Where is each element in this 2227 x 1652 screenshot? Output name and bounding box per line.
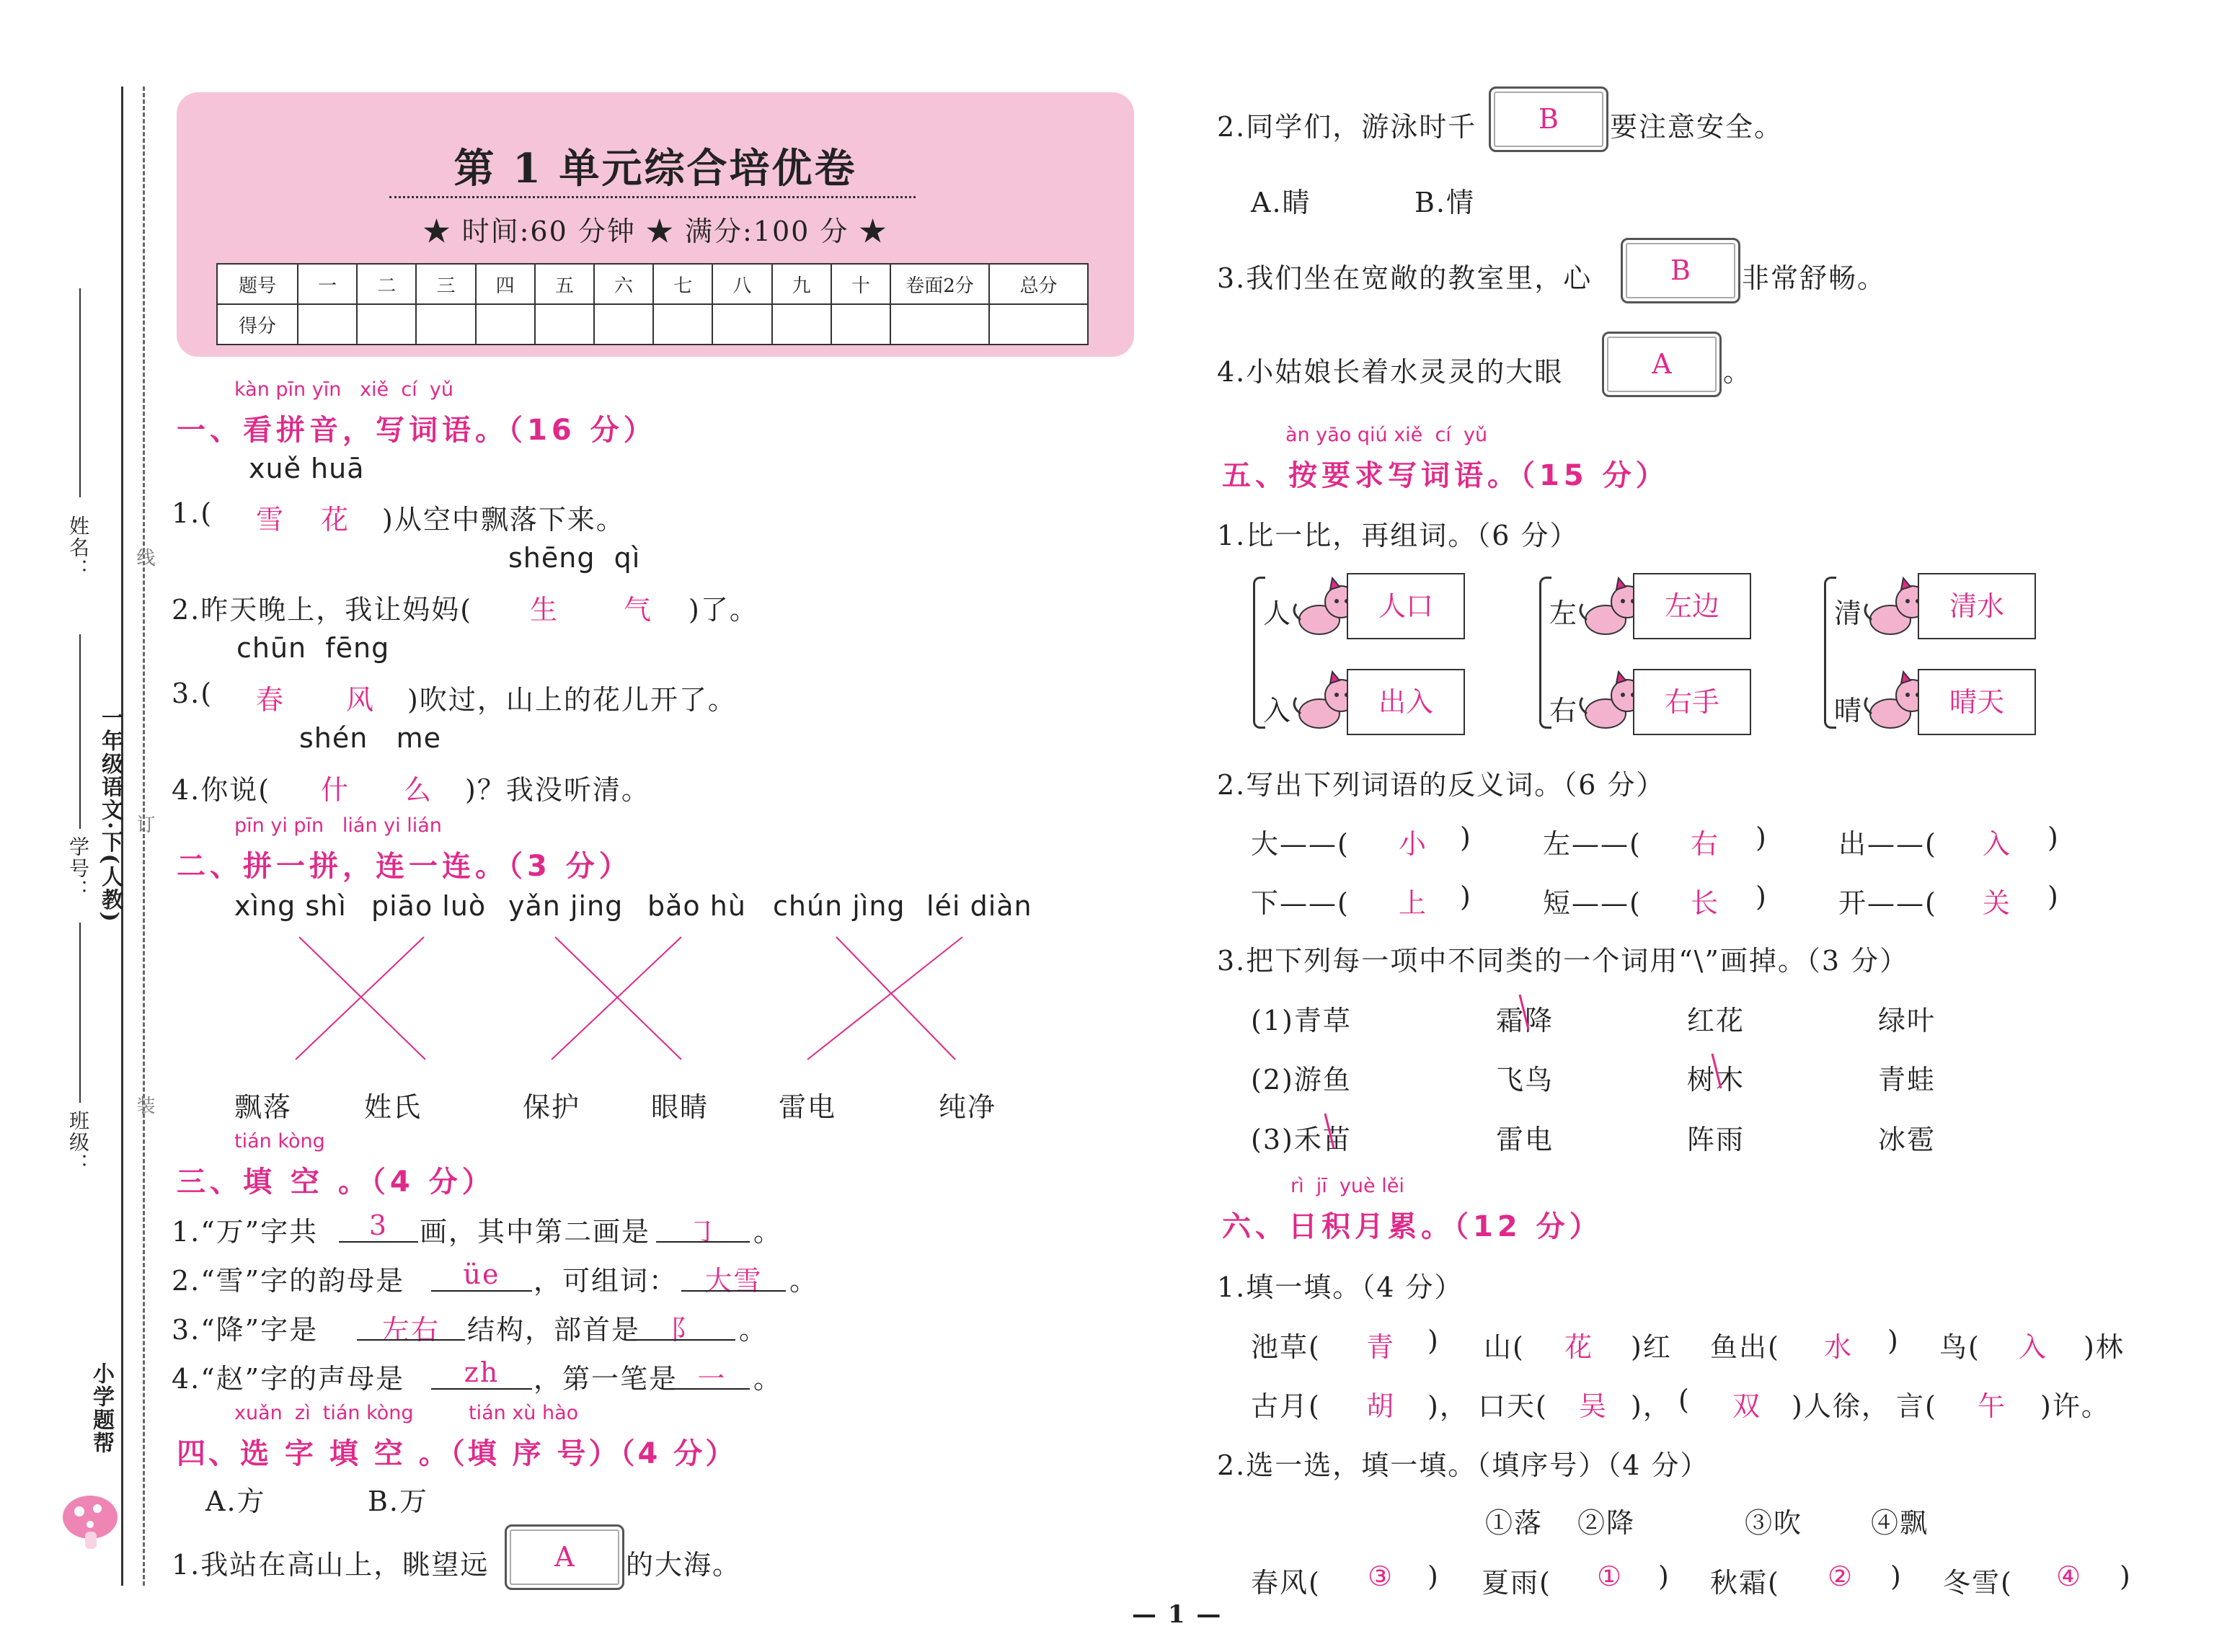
s2-top-3: yǎn jing xyxy=(508,890,624,922)
antonym-3-close: ) xyxy=(2047,822,2060,853)
antonym-6-word: 开——( xyxy=(1838,887,1937,919)
s3-q1-v2: ㇆ xyxy=(688,1216,717,1248)
s1-q4-pinyin: shén me xyxy=(299,722,441,754)
s6-l2-1-ans: 胡 xyxy=(1365,1390,1395,1422)
s1-q2-ans2: 气 xyxy=(623,594,652,626)
antonym-5-close: ) xyxy=(1756,881,1768,912)
s1-q4-ans2: 么 xyxy=(403,774,433,806)
s3-q3-b: 结构，部首是 xyxy=(467,1314,641,1346)
s6-l2-4-post: )许。 xyxy=(2040,1390,2110,1422)
s4-q4-answer: A xyxy=(1652,348,1672,380)
s3-q2-v2: 大雪 xyxy=(704,1265,763,1297)
s3-q4-b: ，第一笔是 xyxy=(533,1363,678,1395)
s6-l2-4-ans: 午 xyxy=(1977,1390,2006,1422)
score-cell: 十 xyxy=(831,264,890,304)
s6-q2-title: 2.选一选，填一填。（填序号）（4 分） xyxy=(1217,1449,1709,1481)
page-number: — 1 — xyxy=(1132,1600,1223,1629)
s1-q2-pre: 2.昨天晚上，我让妈妈( xyxy=(172,594,473,626)
s6-l1-2-ans: 花 xyxy=(1564,1331,1593,1363)
s6-title: 六、日积月累。（12 分） xyxy=(1222,1210,1603,1243)
s6-choice-2: ②降 xyxy=(1577,1507,1636,1539)
s4-option2-a: A.睛 xyxy=(1251,187,1311,218)
s3-q1-v1: 3 xyxy=(368,1209,389,1241)
s1-q1-pinyin: xuě huā xyxy=(249,453,365,484)
s5-row2-w4: 青蛙 xyxy=(1878,1064,1936,1096)
s6-l1-2-post: )红 xyxy=(1631,1331,1672,1363)
s6-l2-2-ans: 吴 xyxy=(1578,1390,1608,1422)
antonym-1-close: ) xyxy=(1460,822,1472,853)
s4-q4-pre: 4.小姑娘长着水灵灵的大眼 xyxy=(1217,356,1564,388)
s2-top-2: piāo luò xyxy=(371,890,487,922)
s3-q2-v1: üe xyxy=(463,1258,500,1290)
s5-row1-w2: 霜降 xyxy=(1496,1005,1554,1036)
s1-q3-post: )吹过，山上的花儿开了。 xyxy=(407,684,737,716)
s3-q3-c: 。 xyxy=(739,1314,769,1346)
s4-q1-post: 的大海。 xyxy=(626,1549,742,1581)
s3-q3-v2: 阝 xyxy=(670,1314,699,1346)
s5-group3-ans1: 清水 xyxy=(1949,590,2004,622)
s2-bottom-4: 眼睛 xyxy=(651,1091,709,1123)
strike-mark xyxy=(1712,1054,1721,1088)
antonym-5-ans: 长 xyxy=(1690,887,1719,919)
s5-row3-w3: 阵雨 xyxy=(1687,1124,1745,1155)
s3-q2-a: 2.“雪”字的韵母是 xyxy=(172,1265,405,1297)
s5-q1-title: 1.比一比，再组词。（6 分） xyxy=(1217,520,1579,551)
score-cell: 卷面2分 xyxy=(890,264,989,304)
s5-row3-w2: 雷电 xyxy=(1496,1124,1554,1155)
s4-option-b: B.万 xyxy=(368,1486,429,1517)
s1-pinyin: kàn pīn yīn xiě cí yǔ xyxy=(234,378,453,401)
antonym-4-word: 下——( xyxy=(1251,887,1350,919)
s3-q4-c: 。 xyxy=(753,1363,783,1395)
brand-name: 小学题帮 xyxy=(89,1362,114,1455)
s3-title: 三、填 空 。（4 分） xyxy=(177,1165,495,1199)
s5-row3-w4: 冰雹 xyxy=(1878,1124,1936,1155)
page-title: 第 1 单元综合培优卷 xyxy=(453,145,857,192)
s4-q1-answer-frame[interactable] xyxy=(505,1524,624,1590)
s3-q4-v2: 一 xyxy=(697,1363,727,1395)
s6-l3-1-pre: 春风( xyxy=(1251,1567,1321,1599)
s6-choice-3: ③吹 xyxy=(1745,1507,1803,1539)
s6-l1-1-post: ) xyxy=(1427,1325,1440,1356)
s6-l2-1-pre: 古月( xyxy=(1251,1390,1321,1422)
s5-group2-ans2: 右手 xyxy=(1664,686,1719,718)
s5-row1-w1: (1)青草 xyxy=(1251,1005,1352,1036)
s3-q2-c: 。 xyxy=(789,1265,819,1297)
s3-q1-blank2[interactable] xyxy=(656,1241,750,1243)
s5-group2-ans1: 左边 xyxy=(1664,590,1719,622)
s2-top-6: léi diàn xyxy=(926,890,1032,922)
s1-q2-post: )了。 xyxy=(689,594,758,626)
antonym-2-close: ) xyxy=(1756,822,1768,853)
s5-row2-w3: 树木 xyxy=(1687,1064,1745,1096)
s3-q3-v1: 左右 xyxy=(381,1314,440,1346)
antonym-4-ans: 上 xyxy=(1398,887,1427,919)
antonym-6-ans: 关 xyxy=(1982,887,2011,919)
s6-l2-3-post: )人徐， xyxy=(1792,1390,1890,1422)
score-cell: 一 xyxy=(298,264,357,304)
s1-q4-ans1: 什 xyxy=(320,774,350,806)
score-cell: 二 xyxy=(357,264,416,304)
s3-q2-blank1[interactable] xyxy=(431,1290,532,1292)
s5-group1-ans1: 人口 xyxy=(1378,590,1433,622)
s4-option-a: A.方 xyxy=(205,1486,266,1517)
s2-bottom-6: 纯净 xyxy=(939,1091,997,1123)
student-id-label: 学号： xyxy=(66,836,90,901)
s4-q3-pre: 3.我们坐在宽敞的教室里，心 xyxy=(1217,262,1593,294)
antonym-3-ans: 入 xyxy=(1982,828,2011,860)
s6-l3-3-post: ) xyxy=(1890,1560,1903,1592)
s1-q3-ans2: 风 xyxy=(345,684,375,716)
s5-group2-char2: 右 xyxy=(1549,695,1579,727)
cut-mark-ding: 订 xyxy=(133,814,155,835)
s6-pinyin: rì jī yuè lěi xyxy=(1290,1175,1404,1197)
s4-q2-post: 要注意安全。 xyxy=(1610,111,1784,143)
s1-q1-ans2: 花 xyxy=(320,504,350,536)
antonym-5-word: 短——( xyxy=(1543,887,1642,919)
s5-group3-char2: 晴 xyxy=(1834,695,1864,727)
s1-q1-ans1: 雪 xyxy=(255,504,285,536)
s6-l1-4-post: )林 xyxy=(2084,1331,2125,1363)
s4-q1-pre: 1.我站在高山上，眺望远 xyxy=(172,1549,490,1581)
s2-top-4: bǎo hù xyxy=(647,890,746,922)
score-cell: 题号 xyxy=(217,264,298,304)
s1-q3-ans1: 春 xyxy=(255,684,285,716)
antonym-6-close: ) xyxy=(2047,881,2060,912)
score-cell: 九 xyxy=(772,264,831,304)
s6-l1-4-ans: 入 xyxy=(2018,1331,2047,1363)
s5-title: 五、按要求写词语。（15 分） xyxy=(1222,459,1669,492)
s1-q2-ans1: 生 xyxy=(529,594,559,626)
s5-group1-char1: 人 xyxy=(1263,598,1293,629)
antonym-2-word: 左——( xyxy=(1543,828,1642,860)
s6-l3-4-post: ) xyxy=(2120,1560,2132,1592)
s6-l3-1-post: ) xyxy=(1427,1560,1440,1592)
s4-option2-b: B.情 xyxy=(1414,187,1476,218)
class-label: 班级： xyxy=(66,1110,90,1175)
s6-l1-2-pre: 山( xyxy=(1484,1331,1525,1363)
score-cell: 七 xyxy=(653,264,712,304)
s2-bottom-1: 飘落 xyxy=(234,1091,293,1123)
score-cell: 八 xyxy=(712,264,771,304)
s1-q3-pinyin: chūn fēng xyxy=(236,632,390,664)
s6-l2-3-pre: ( xyxy=(1678,1384,1691,1416)
s6-l1-1-ans: 青 xyxy=(1365,1331,1395,1363)
s5-group1-ans2: 出入 xyxy=(1378,686,1433,718)
s6-l2-3-ans: 双 xyxy=(1732,1390,1761,1422)
s5-pinyin: àn yāo qiú xiě cí yǔ xyxy=(1285,424,1488,446)
s5-row3-w1: (3)禾苗 xyxy=(1251,1124,1352,1155)
s6-l3-2-ans: ① xyxy=(1596,1560,1624,1592)
s6-l2-4-pre: 言( xyxy=(1896,1390,1937,1422)
score-cell: 总分 xyxy=(989,264,1088,304)
s6-l3-2-post: ) xyxy=(1658,1560,1670,1592)
s6-l2-2-pre: 口天( xyxy=(1478,1390,1548,1422)
mushroom-logo xyxy=(58,1488,130,1553)
antonym-4-close: ) xyxy=(1460,881,1472,912)
s5-row1-w4: 绿叶 xyxy=(1878,1005,1936,1036)
s3-q1-a: 1.“万”字共 xyxy=(172,1216,319,1248)
s6-l3-4-ans: ④ xyxy=(2055,1560,2083,1592)
s3-q4-v1: zh xyxy=(464,1356,500,1388)
s5-row2-w1: (2)游鱼 xyxy=(1251,1064,1352,1096)
s5-q3-title: 3.把下列每一项中不同类的一个词用“\”画掉。（3 分） xyxy=(1217,945,1909,977)
s2-top-5: chún jìng xyxy=(773,890,906,922)
s5-row2-w2: 飞鸟 xyxy=(1496,1064,1554,1096)
s6-l3-1-ans: ③ xyxy=(1367,1560,1394,1592)
cut-mark-zhuang: 装 xyxy=(133,1096,155,1116)
s1-q4-post: )？我没听清。 xyxy=(465,774,650,806)
s3-q3-blank1[interactable] xyxy=(357,1339,465,1341)
antonym-1-word: 大——( xyxy=(1251,828,1350,860)
s3-q1-blank1[interactable] xyxy=(339,1241,418,1243)
s2-title: 二、拼一拼，连一连。（3 分） xyxy=(177,850,632,883)
s4-pinyin-1: xuǎn zì tián kòng xyxy=(234,1402,414,1424)
s4-title: 四、选 字 填 空 。（填 序 号）（4 分） xyxy=(177,1437,738,1470)
score-cell: 三 xyxy=(416,264,475,304)
s3-q4-a: 4.“赵”字的声母是 xyxy=(172,1363,405,1395)
s6-l1-3-post: ) xyxy=(1887,1325,1900,1356)
s4-q2-pre: 2.同学们，游泳时千 xyxy=(1217,111,1477,143)
s6-l3-4-pre: 冬雪( xyxy=(1943,1567,2013,1599)
s2-bottom-3: 保护 xyxy=(523,1091,581,1123)
name-label: 姓名： xyxy=(66,515,90,580)
s3-pinyin: tián kòng xyxy=(234,1130,325,1153)
s3-q2-b: ，可组词： xyxy=(533,1265,678,1297)
s4-q1-answer: A xyxy=(554,1541,575,1573)
s3-q1-b: 画，其中第二画是 xyxy=(420,1216,651,1248)
s5-group3-ans2: 晴天 xyxy=(1949,686,2004,718)
s4-q3-post: 非常舒畅。 xyxy=(1742,262,1887,294)
cut-mark-xian: 线 xyxy=(133,548,155,568)
s3-q3-a: 3.“降”字是 xyxy=(172,1314,319,1346)
s6-l3-3-pre: 秋霜( xyxy=(1710,1567,1780,1599)
s6-l3-2-pre: 夏雨( xyxy=(1482,1567,1551,1599)
score-cell: 得分 xyxy=(217,304,298,345)
s4-q4-post: 。 xyxy=(1723,356,1753,388)
s6-choice-1: ①落 xyxy=(1485,1507,1544,1539)
book-title: 一年级语文·下(人教) xyxy=(97,706,123,923)
s6-l2-2-post: )， xyxy=(1631,1390,1672,1422)
s4-q2-answer: B xyxy=(1538,103,1559,135)
s2-bottom-2: 姓氏 xyxy=(364,1091,422,1123)
s3-q4-blank1[interactable] xyxy=(431,1388,532,1390)
s1-q1-pre: 1.( xyxy=(172,497,213,529)
s2-top-1: xìng shì xyxy=(234,890,347,922)
s3-q4-blank2[interactable] xyxy=(674,1388,750,1390)
s5-group1-char2: 入 xyxy=(1263,695,1293,727)
s6-l1-1-pre: 池草( xyxy=(1251,1331,1321,1363)
s6-l3-3-ans: ② xyxy=(1827,1560,1854,1592)
s6-l1-4-pre: 鸟( xyxy=(1939,1331,1980,1363)
s5-group2-char1: 左 xyxy=(1549,598,1579,629)
score-cell: 四 xyxy=(476,264,535,304)
score-cell: 六 xyxy=(594,264,653,304)
s1-title: 一、看拼音，写词语。（16 分） xyxy=(177,414,657,447)
exam-meta: ★ 时间:60 分钟 ★ 满分:100 分 ★ xyxy=(422,216,888,247)
antonym-1-ans: 小 xyxy=(1398,828,1427,860)
s1-q3-pre: 3.( xyxy=(172,678,213,709)
strike-mark xyxy=(1325,1114,1334,1148)
score-cell: 五 xyxy=(535,264,594,304)
s3-q3-blank2[interactable] xyxy=(634,1339,735,1341)
s1-q1-post: )从空中飘落下来。 xyxy=(382,504,625,536)
s2-bottom-5: 雷电 xyxy=(779,1091,837,1123)
s4-q3-answer: B xyxy=(1670,254,1691,286)
s3-q1-c: 。 xyxy=(753,1216,783,1248)
s1-q4-pre: 4.你说( xyxy=(172,774,271,806)
s4-pinyin-2: tián xù hào xyxy=(469,1402,579,1424)
s6-l1-3-pre: 鱼出( xyxy=(1710,1331,1780,1363)
antonym-2-ans: 右 xyxy=(1690,828,1719,860)
s5-group3-char1: 清 xyxy=(1834,598,1864,629)
s6-choice-4: ④飘 xyxy=(1871,1507,1929,1539)
strike-mark xyxy=(1520,995,1528,1029)
s6-l1-3-ans: 水 xyxy=(1823,1331,1853,1363)
s6-l2-1-post: )， xyxy=(1427,1390,1469,1422)
s6-q1-title: 1.填一填。（4 分） xyxy=(1217,1271,1464,1303)
s5-q2-title: 2.写出下列词语的反义词。（6 分） xyxy=(1217,769,1665,801)
s5-row1-w3: 红花 xyxy=(1687,1005,1745,1036)
s1-q2-pinyin: shēng qì xyxy=(508,542,641,574)
s2-pinyin: pīn yi pīn lián yi lián xyxy=(234,814,442,837)
antonym-3-word: 出——( xyxy=(1838,828,1937,860)
s3-q2-blank2[interactable] xyxy=(681,1290,786,1292)
